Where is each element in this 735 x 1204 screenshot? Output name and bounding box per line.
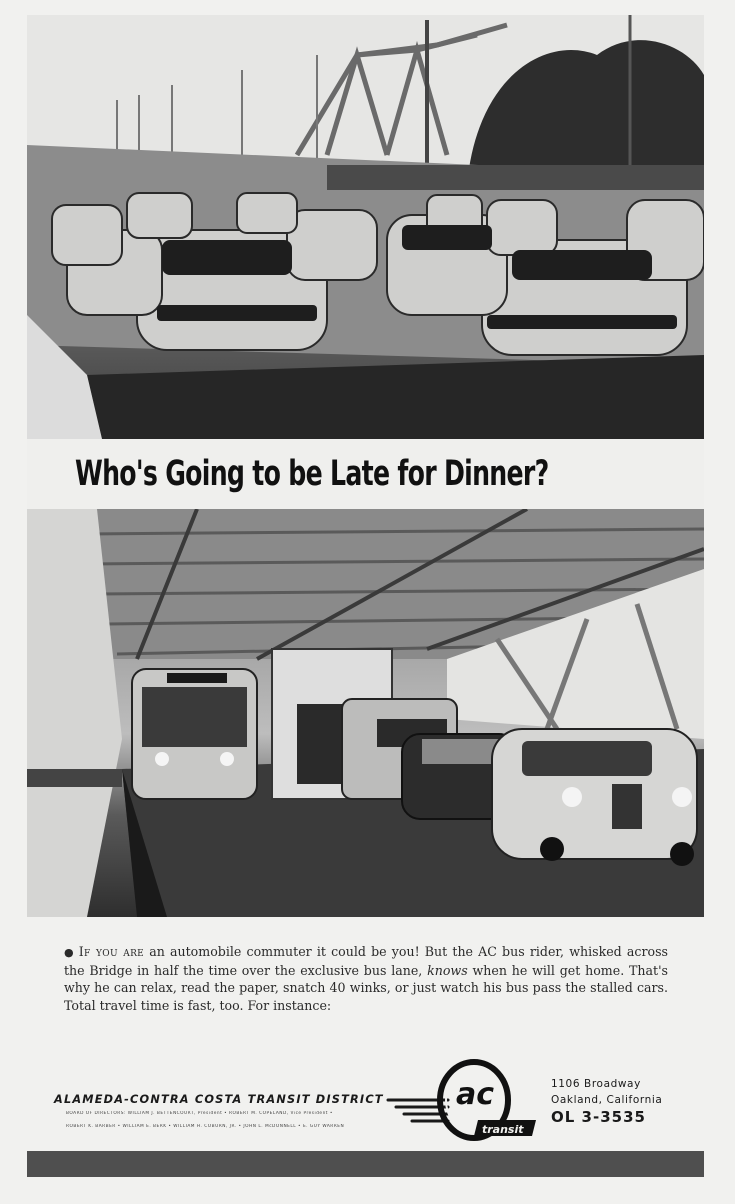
body-emphasis: knows [427, 962, 468, 978]
lead-in: If you are [78, 944, 145, 959]
traffic-jam-photo [27, 15, 704, 439]
headline-band [27, 439, 704, 509]
logo-word: transit [482, 1123, 524, 1136]
body-text-2: when he will get home. That's why he can relax, read the paper, snatch 40 winks, or just watch his bus pass the stalled cars. Total travel time is fast, too. For instance: [64, 962, 668, 1013]
bottom-bar [27, 1151, 704, 1177]
district-name: ALAMEDA-CONTRA COSTA TRANSIT DISTRICT [54, 1093, 384, 1106]
address-city: Oakland, California [551, 1094, 663, 1106]
logo-letters: ac [456, 1077, 495, 1112]
bus-lane-photo [27, 509, 704, 917]
board-of-directors-line-1: BOARD OF DIRECTORS: WILLIAM J. BETTENCOURT, President • ROBERT M. COPELAND, Vice President • [66, 1111, 333, 1116]
board-of-directors-line-2: ROBERT K. BARBER • WILLIAM E. BERK • WILLIAM H. COBURN, JR. • JOHN L. McDONNELL • E. GUY WARREN [66, 1124, 345, 1129]
ac-transit-logo-icon [386, 1058, 542, 1146]
bullet-icon: ● [64, 946, 75, 959]
headline: Who's Going to be Late for Dinner? [75, 454, 549, 494]
phone-number: OL 3-3535 [551, 1108, 646, 1126]
address-street: 1106 Broadway [551, 1078, 641, 1090]
body-text-1: an automobile commuter it could be you! But the AC bus rider, whisked across the Bridge in half the time over the exclusive bus lane, [64, 944, 668, 978]
body-copy [64, 943, 668, 1014]
